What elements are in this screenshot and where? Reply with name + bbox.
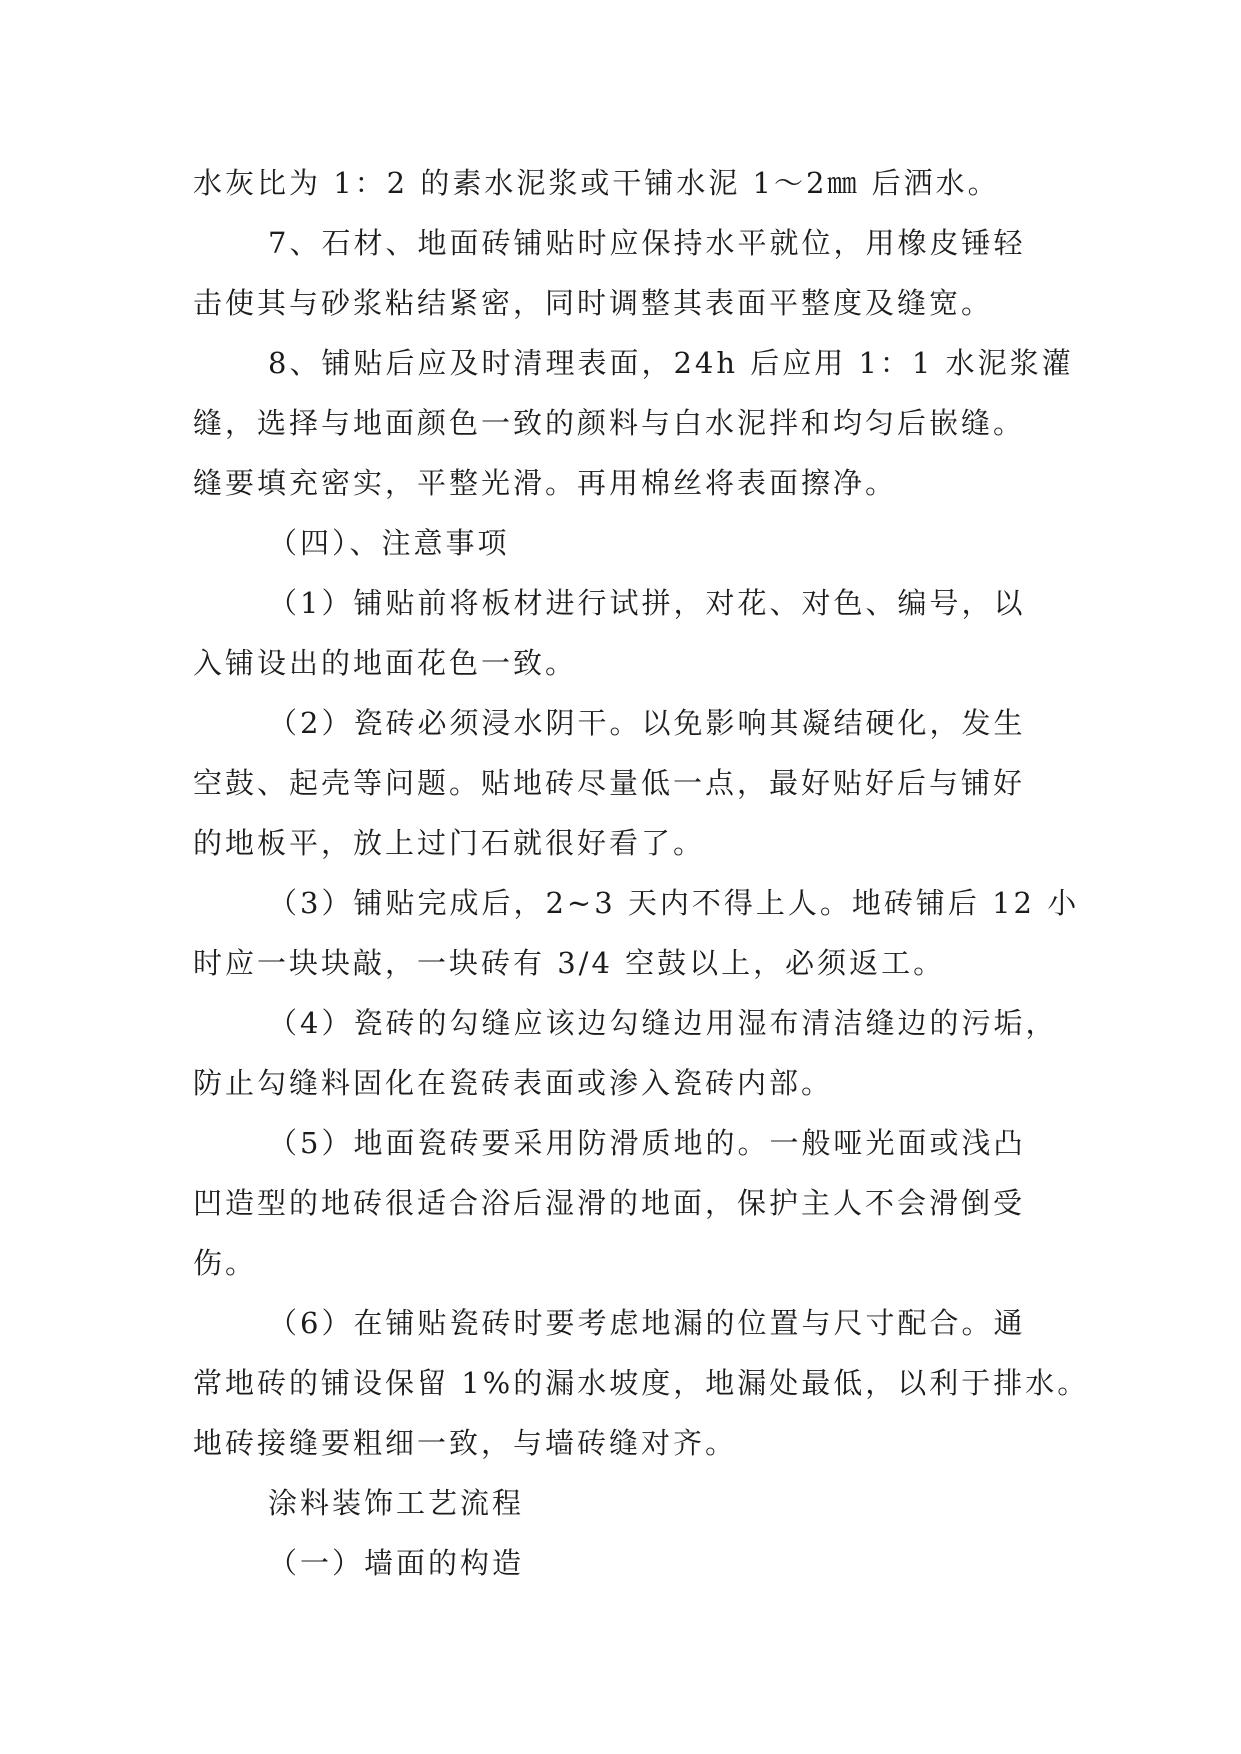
section-heading-precautions: （四）、注意事项: [268, 526, 510, 560]
text-line-14: 时应一块块敲，一块砖有 3/4 空鼓以上，必须返工。: [193, 946, 946, 980]
text-line-10: （2）瓷砖必须浸水阴干。以免影响其凝结硬化，发生: [268, 706, 1026, 740]
section-heading-wall-structure: （一）墙面的构造: [268, 1546, 525, 1580]
text-line-18: 凹造型的地砖很适合浴后湿滑的地面，保护主人不会滑倒受: [193, 1186, 1026, 1220]
text-line-22: 地砖接缝要粗细一致，与墙砖缝对齐。: [193, 1426, 738, 1460]
text-line-3: 击使其与砂浆粘结紧密，同时调整其表面平整度及缝宽。: [193, 286, 994, 320]
text-line-20: （6）在铺贴瓷砖时要考虑地漏的位置与尺寸配合。通: [268, 1306, 1026, 1340]
text-line-12: 的地板平，放上过门石就很好看了。: [193, 826, 706, 860]
section-heading-coating-process: 涂料装饰工艺流程: [268, 1486, 525, 1520]
text-line-21: 常地砖的铺设保留 1%的漏水坡度，地漏处最低，以利于排水。: [193, 1366, 1090, 1400]
text-line-6: 缝要填充密实，平整光滑。再用棉丝将表面擦净。: [193, 466, 898, 500]
text-line-11: 空鼓、起壳等问题。贴地砖尽量低一点，最好贴好后与铺好: [193, 766, 1026, 800]
text-line-9: 入铺设出的地面花色一致。: [193, 646, 578, 680]
text-line-2: 7、石材、地面砖铺贴时应保持水平就位，用橡皮锤轻: [268, 226, 1026, 260]
text-line-5: 缝，选择与地面颜色一致的颜料与白水泥拌和均匀后嵌缝。: [193, 406, 1026, 440]
text-line-13: （3）铺贴完成后，2~3 天内不得上人。地砖铺后 12 小: [268, 886, 1080, 920]
text-line-19: 伤。: [193, 1246, 258, 1280]
text-line-17: （5）地面瓷砖要采用防滑质地的。一般哑光面或浅凸: [268, 1126, 1026, 1160]
text-line-4: 8、铺贴后应及时清理表面，24h 后应用 1：1 水泥浆灌: [268, 346, 1074, 380]
text-line-1: 水灰比为 1：2 的素水泥浆或干铺水泥 1～2㎜ 后洒水。: [193, 166, 1000, 200]
text-line-8: （1）铺贴前将板材进行试拼，对花、对色、编号，以: [268, 586, 1026, 620]
text-line-15: （4）瓷砖的勾缝应该边勾缝边用湿布清洁缝边的污垢，: [268, 1006, 1058, 1040]
text-line-16: 防止勾缝料固化在瓷砖表面或渗入瓷砖内部。: [193, 1066, 834, 1100]
